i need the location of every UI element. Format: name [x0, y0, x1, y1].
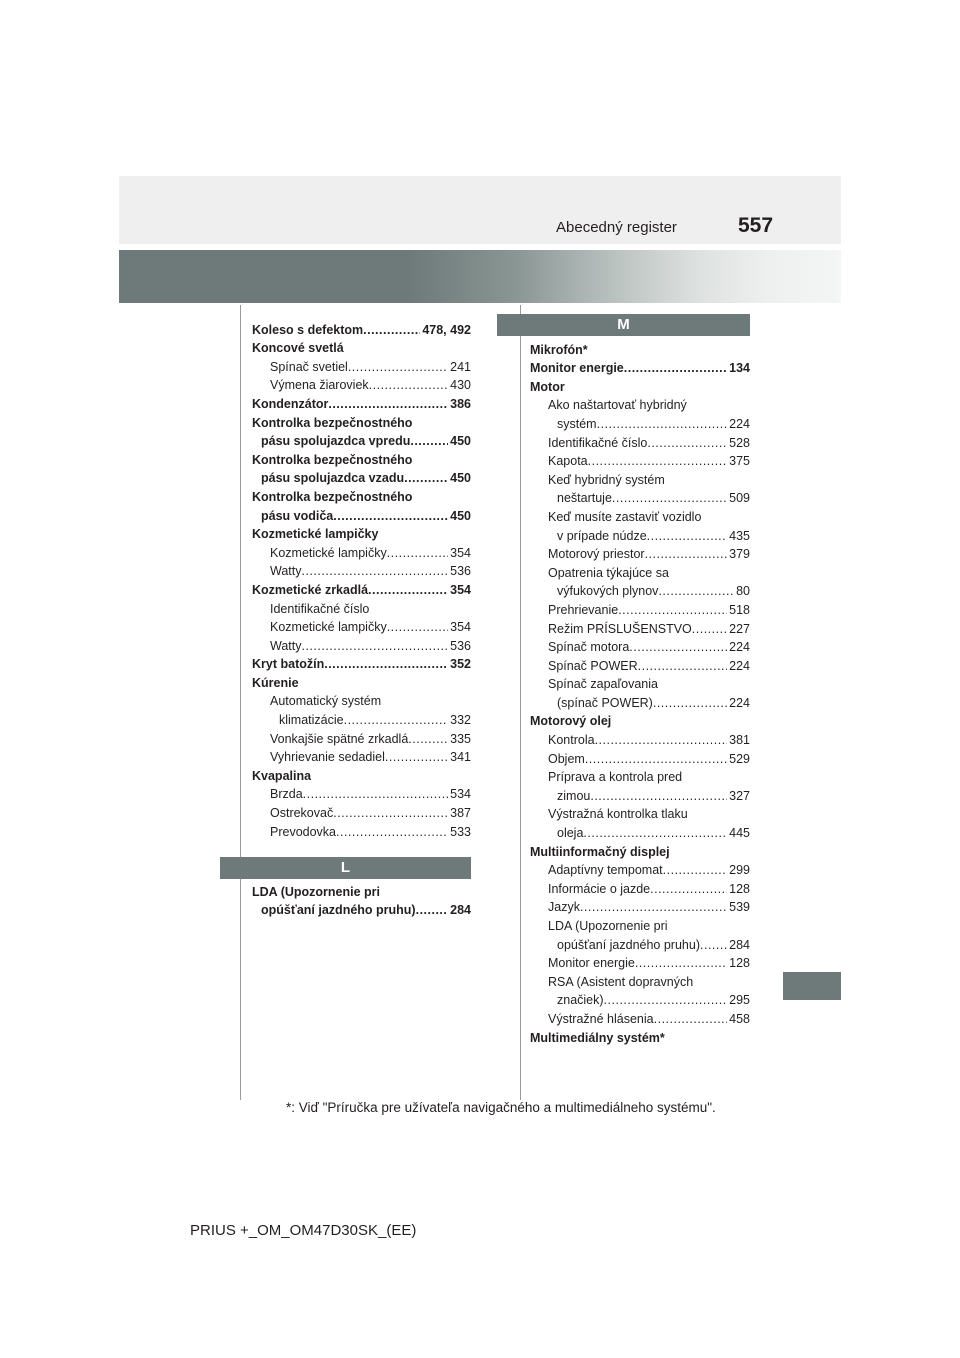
index-entry — [252, 541, 471, 560]
dot-leader — [604, 993, 728, 1007]
index-entry-term: Identifikačné číslo — [548, 435, 648, 450]
index-list-m — [530, 338, 750, 1045]
index-entry — [252, 337, 471, 356]
index-entry — [252, 690, 471, 709]
index-entry — [530, 747, 750, 766]
index-entry-term: Výmena žiaroviek — [270, 378, 369, 393]
index-entry-page: 445 — [729, 826, 750, 841]
index-entry-term: RSA (Asistent dopravných — [548, 974, 694, 989]
index-entry — [530, 505, 750, 524]
index-entry — [530, 877, 750, 896]
index-entry — [252, 523, 471, 542]
index-entry — [530, 598, 750, 617]
index-entry — [252, 355, 471, 374]
index-entry-term: Kozmetické lampičky — [270, 545, 387, 560]
index-entry — [252, 820, 471, 839]
index-entry — [530, 450, 750, 469]
index-entry-page: 450 — [450, 508, 471, 523]
index-entry-term: Ako naštartovať hybridný — [548, 398, 687, 413]
index-entry-page: 335 — [450, 731, 471, 746]
index-entry-page: 354 — [450, 545, 471, 560]
dot-leader — [647, 436, 727, 450]
index-entry-term: Režim PRÍSLUŠENSTVO — [548, 621, 692, 636]
index-entry-term: Koncové svetlá — [252, 341, 344, 356]
index-entry — [252, 634, 471, 653]
index-entry-term: Príprava a kontrola pred — [548, 770, 683, 785]
dot-leader — [638, 659, 728, 673]
column-rule-left — [240, 305, 241, 1100]
index-entry-term: Kontrolka bezpečnostného — [252, 489, 413, 504]
letter-heading-l: L — [220, 857, 471, 879]
index-entry — [252, 653, 471, 672]
index-entry — [530, 840, 750, 859]
index-entry-page: 450 — [450, 434, 471, 449]
index-entry-term: Kontrola — [548, 733, 595, 748]
index-entry-term: značiek) — [557, 993, 604, 1008]
dot-leader — [368, 583, 448, 597]
index-entry — [530, 914, 750, 933]
index-entry-page: 128 — [729, 881, 750, 896]
index-entry-term: Objem — [548, 751, 585, 766]
index-entry-term: Vyhrievanie sedadiel — [270, 750, 385, 765]
index-entry-page: 533 — [450, 824, 471, 839]
index-entry — [252, 467, 471, 486]
index-entry-term: Identifikačné číslo — [270, 601, 370, 616]
index-entry — [252, 448, 471, 467]
index-entry-term: Prehrievanie — [548, 602, 619, 617]
index-entry-term: pásu spolujazdca vpredu — [261, 434, 411, 449]
index-entry-page: 375 — [729, 454, 750, 469]
dot-leader — [387, 546, 448, 560]
dot-leader — [654, 1012, 728, 1026]
dot-leader — [369, 378, 448, 392]
index-entry-page: 458 — [729, 1011, 750, 1026]
dot-leader — [585, 752, 727, 766]
dot-leader — [650, 882, 727, 896]
index-entry — [252, 727, 471, 746]
dot-leader — [344, 713, 449, 727]
index-entry — [252, 430, 471, 449]
dot-leader — [583, 826, 727, 840]
letter-heading-m: M — [497, 314, 750, 336]
dot-leader — [385, 750, 448, 764]
dot-leader — [645, 547, 728, 561]
index-entry-term: Motorový olej — [530, 714, 612, 729]
index-entry-term: Watty — [270, 564, 302, 579]
dot-leader — [624, 361, 727, 375]
index-entry — [530, 896, 750, 915]
index-entry — [252, 708, 471, 727]
index-entry-term: (spínač POWER) — [557, 695, 653, 710]
dot-leader — [618, 603, 727, 617]
dot-leader — [410, 434, 448, 448]
index-entry-term: LDA (Upozornenie pri — [548, 919, 668, 933]
index-entry — [530, 654, 750, 673]
index-entry-term: opúšťaní jazdného pruhu) — [557, 937, 700, 952]
index-entry-term: Automatický systém — [270, 694, 382, 709]
dot-leader — [588, 454, 728, 468]
index-entry-term: Keď musíte zastaviť vozidlo — [548, 509, 702, 524]
index-entry-term: Keď hybridný systém — [548, 472, 665, 487]
index-entry-page: 478, 492 — [422, 322, 471, 337]
dot-leader — [663, 863, 727, 877]
index-entry — [252, 578, 471, 597]
dot-leader — [580, 900, 727, 914]
index-entry — [530, 375, 750, 394]
dot-leader — [635, 956, 727, 970]
index-entry-term: výfukových plynov — [557, 584, 659, 599]
chapter-side-tab — [783, 972, 841, 1000]
dot-leader — [658, 584, 734, 598]
index-entry-page: 227 — [729, 621, 750, 636]
index-entry — [530, 784, 750, 803]
index-entry — [252, 671, 471, 690]
index-entry-term: neštartuje — [557, 491, 612, 506]
index-entry-term: oleja — [557, 826, 584, 841]
index-entry-page: 284 — [450, 903, 471, 918]
index-entry-page: 518 — [729, 602, 750, 617]
index-list-l — [252, 880, 471, 917]
index-entry — [530, 468, 750, 487]
index-entry-page: 354 — [450, 582, 471, 597]
index-entry-term: Monitor energie — [530, 361, 624, 376]
index-entry — [252, 374, 471, 393]
index-entry — [252, 783, 471, 802]
index-entry — [252, 801, 471, 820]
index-entry-term: Adaptívny tempomat — [548, 863, 663, 878]
index-entry-term: Multiinformačný displej — [530, 844, 670, 859]
dot-leader — [416, 903, 449, 917]
column-rule-middle — [520, 305, 521, 1100]
index-entry-term: Výstražná kontrolka tlaku — [548, 807, 688, 822]
index-entry-term: LDA (Upozornenie pri — [252, 884, 381, 899]
dot-leader — [303, 787, 448, 801]
index-entry-term: Kozmetické zrkadlá — [252, 582, 369, 597]
index-entry-term: pásu vodiča — [261, 508, 334, 523]
index-entry-page: 352 — [450, 657, 471, 672]
index-entry — [530, 357, 750, 376]
index-list-k — [252, 318, 471, 839]
index-entry — [530, 1026, 750, 1045]
index-entry — [530, 970, 750, 989]
index-entry-term: Kontrolka bezpečnostného — [252, 452, 413, 467]
index-entry-term: Vonkajšie spätné zrkadlá — [270, 731, 409, 746]
index-entry-page: 534 — [450, 787, 471, 802]
index-entry-page: 536 — [450, 564, 471, 579]
index-entry-term: Watty — [270, 638, 302, 653]
index-entry — [252, 597, 471, 616]
index-entry-page: 528 — [729, 435, 750, 450]
index-entry-term: systém — [557, 416, 597, 431]
index-entry — [530, 766, 750, 785]
index-entry — [530, 691, 750, 710]
index-entry — [530, 673, 750, 692]
index-entry — [530, 636, 750, 655]
dot-leader — [629, 640, 727, 654]
index-entry — [530, 431, 750, 450]
index-entry-page: 224 — [729, 640, 750, 655]
index-entry-term: Kryt batožín — [252, 657, 325, 672]
index-entry-term: Mikrofón* — [530, 342, 588, 357]
index-entry — [530, 617, 750, 636]
index-entry — [530, 412, 750, 431]
index-entry-page: 536 — [450, 638, 471, 653]
index-entry-term: Ostrekovač — [270, 806, 334, 821]
index-entry — [530, 1007, 750, 1026]
index-entry-term: v prípade núdze — [557, 528, 647, 543]
index-entry-page: 386 — [450, 396, 471, 411]
index-entry — [530, 989, 750, 1008]
page-number: 557 — [738, 214, 774, 237]
index-entry-term: Brzda — [270, 787, 303, 802]
index-entry-page: 509 — [729, 491, 750, 506]
dot-leader — [348, 360, 448, 374]
index-entry-term: Kúrenie — [252, 675, 299, 690]
index-entry-term: Kozmetické lampičky — [252, 527, 379, 542]
dot-leader — [363, 323, 420, 337]
index-entry-term: Monitor energie — [548, 956, 635, 971]
index-entry — [252, 880, 471, 899]
index-entry — [530, 394, 750, 413]
index-entry — [530, 859, 750, 878]
index-entry-term: Kontrolka bezpečnostného — [252, 415, 413, 430]
index-entry — [530, 803, 750, 822]
index-entry-page: 241 — [450, 359, 471, 374]
section-title: Abecedný register — [556, 219, 677, 236]
index-entry-page: 450 — [450, 471, 471, 486]
dot-leader — [408, 732, 448, 746]
index-entry-term: Opatrenia týkajúce sa — [548, 565, 669, 580]
index-entry — [530, 580, 750, 599]
index-entry-page: 134 — [729, 361, 750, 376]
index-entry-term: opúšťaní jazdného pruhu) — [261, 903, 416, 918]
index-entry-term: pásu spolujazdca vzadu — [261, 471, 405, 486]
index-entry-page: 295 — [729, 993, 750, 1008]
index-entry — [530, 728, 750, 747]
index-entry-term: Výstražné hlásenia — [548, 1011, 654, 1026]
index-entry — [530, 524, 750, 543]
dot-leader — [595, 733, 728, 747]
dot-leader — [653, 696, 727, 710]
dot-leader — [301, 564, 448, 578]
index-entry — [252, 411, 471, 430]
index-entry-term: Jazyk — [548, 900, 580, 915]
index-entry — [530, 933, 750, 952]
index-entry-page: 354 — [450, 620, 471, 635]
header-band — [119, 176, 841, 244]
index-entry-page: 435 — [729, 528, 750, 543]
index-entry-term: zimou — [557, 788, 591, 803]
index-entry-page: 387 — [450, 806, 471, 821]
index-entry-page: 128 — [729, 956, 750, 971]
index-entry — [252, 560, 471, 579]
index-entry-page: 529 — [729, 751, 750, 766]
dot-leader — [700, 938, 727, 952]
index-entry-term: klimatizácie — [279, 713, 344, 728]
index-entry — [252, 764, 471, 783]
dot-leader — [336, 825, 448, 839]
index-entry-page: 224 — [729, 416, 750, 431]
index-entry-page: 327 — [729, 788, 750, 803]
dot-leader — [590, 789, 727, 803]
index-entry-term: Koleso s defektom — [252, 322, 364, 337]
index-entry — [252, 616, 471, 635]
index-entry-term: Prevodovka — [270, 824, 337, 839]
index-entry-term: Spínač svetiel — [270, 359, 348, 374]
index-entry — [530, 543, 750, 562]
document-id: PRIUS +_OM_OM47D30SK_(EE) — [190, 1222, 417, 1239]
index-entry-page: 80 — [736, 584, 750, 599]
index-entry — [252, 504, 471, 523]
dot-leader — [597, 417, 728, 431]
index-entry — [530, 338, 750, 357]
dot-leader — [387, 620, 448, 634]
index-entry-page: 299 — [729, 863, 750, 878]
dot-leader — [333, 806, 448, 820]
index-entry-term: Kondenzátor — [252, 396, 329, 411]
index-entry-page: 381 — [729, 733, 750, 748]
dot-leader — [612, 491, 727, 505]
index-entry-page: 224 — [729, 658, 750, 673]
index-entry-term: Spínač zapaľovania — [548, 677, 658, 692]
dot-leader — [333, 509, 448, 523]
index-entry — [252, 746, 471, 765]
index-entry-page: 284 — [729, 937, 750, 952]
index-entry-term: Motor — [530, 379, 565, 394]
index-entry-term: Spínač POWER — [548, 658, 638, 673]
index-entry-page: 332 — [450, 713, 471, 728]
index-entry — [530, 710, 750, 729]
index-entry-page: 379 — [729, 547, 750, 562]
index-entry-term: Kapota — [548, 454, 588, 469]
index-entry — [530, 487, 750, 506]
index-entry — [252, 392, 471, 411]
index-entry-term: Motorový priestor — [548, 547, 645, 562]
index-entry — [530, 821, 750, 840]
dot-leader — [328, 397, 448, 411]
index-entry — [530, 952, 750, 971]
decorative-gradient-band — [119, 250, 841, 303]
dot-leader — [692, 622, 727, 636]
index-entry-page: 539 — [729, 900, 750, 915]
index-entry-page: 430 — [450, 378, 471, 393]
index-entry — [252, 318, 471, 337]
index-entry-term: Kvapalina — [252, 768, 312, 783]
index-entry-term: Kozmetické lampičky — [270, 620, 387, 635]
footnote: *: Viď "Príručka pre užívateľa navigačného a multimediálneho systému". — [286, 1100, 716, 1115]
index-entry-page: 341 — [450, 750, 471, 765]
index-entry-term: Spínač motora — [548, 640, 630, 655]
index-entry — [252, 485, 471, 504]
index-entry-term: Informácie o jazde — [548, 881, 651, 896]
dot-leader — [647, 529, 727, 543]
dot-leader — [324, 657, 448, 671]
dot-leader — [301, 639, 448, 653]
index-entry — [530, 561, 750, 580]
index-entry-page: 224 — [729, 695, 750, 710]
dot-leader — [404, 471, 448, 485]
index-entry-term: Multimediálny systém* — [530, 1030, 665, 1045]
index-entry — [252, 899, 471, 918]
